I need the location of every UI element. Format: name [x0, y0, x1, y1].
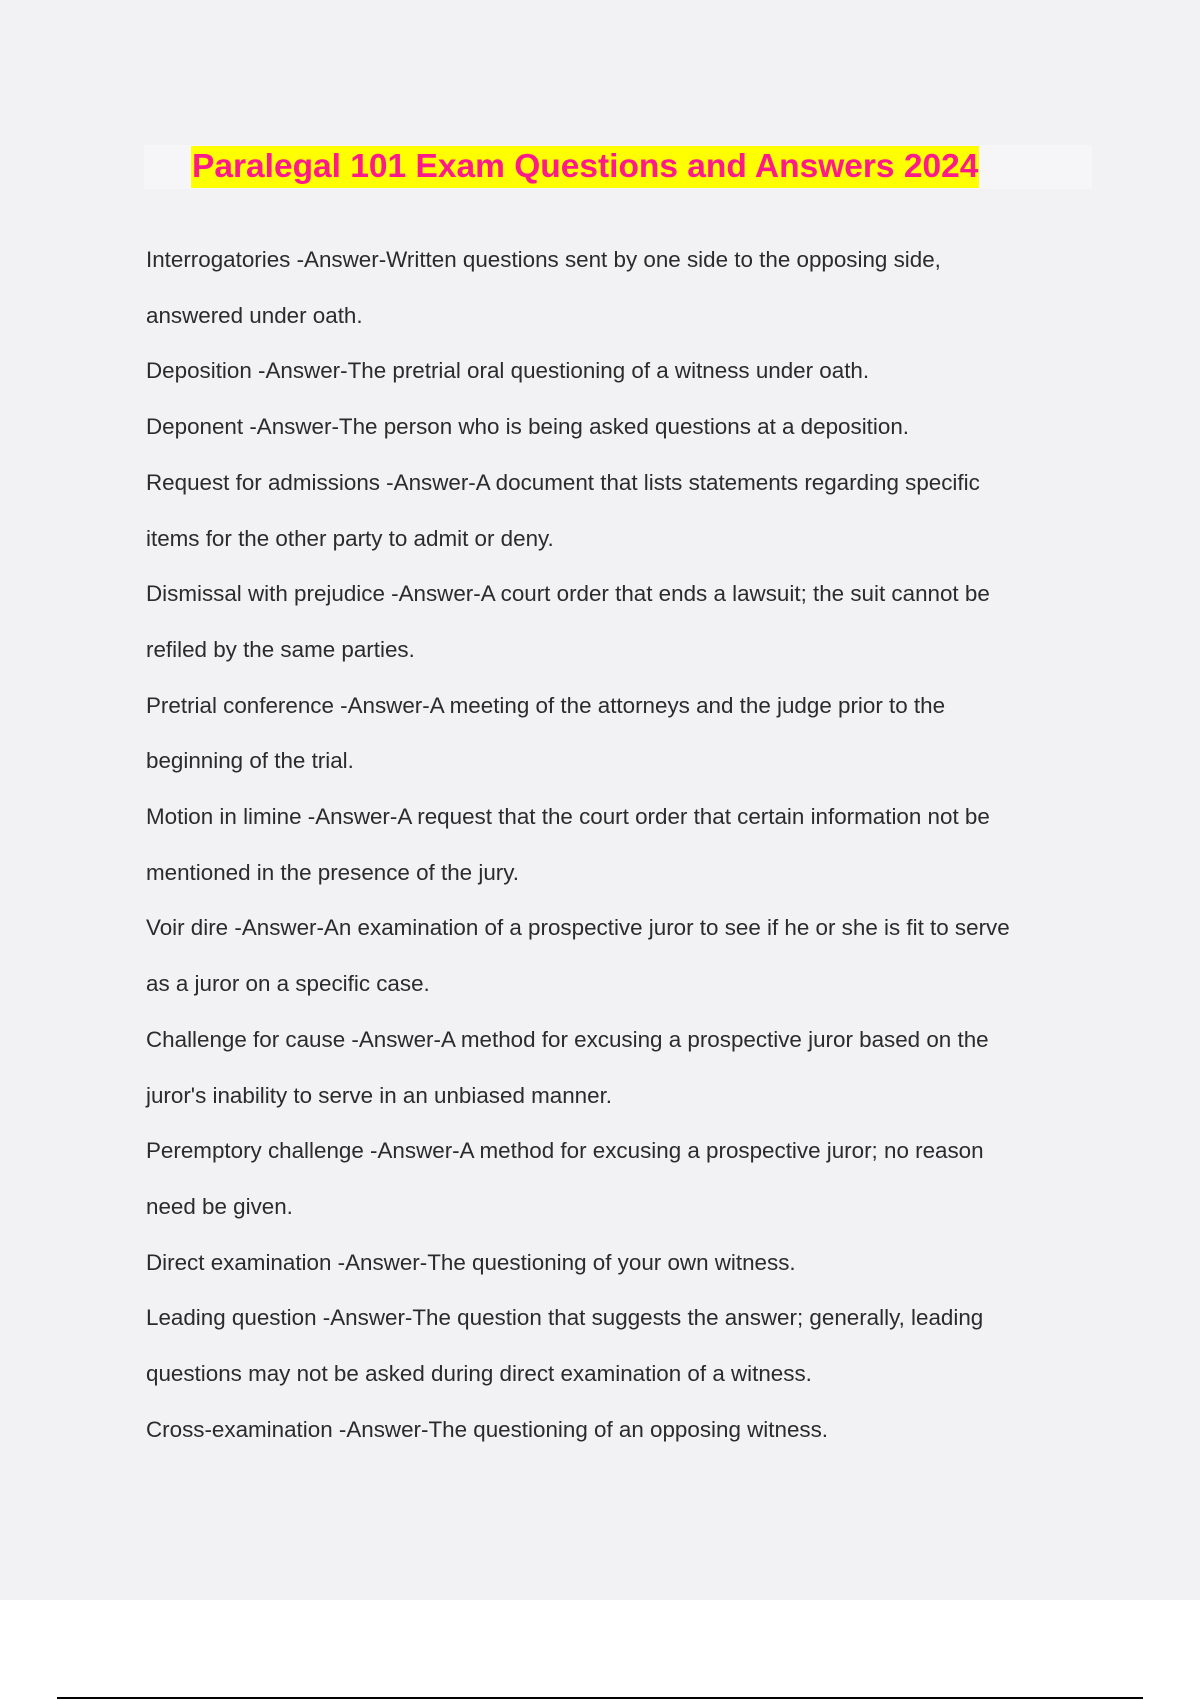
qa-entry-leading-question: Leading question -Answer-The question that suggests the answer; generally, leading questions may not be asked during direct examination of a witness. — [146, 1305, 984, 1387]
qa-entry-cross-examination: Cross-examination -Answer-The questioning of an opposing witness. — [146, 1416, 829, 1442]
qa-entry-peremptory-challenge: Peremptory challenge -Answer-A method for excusing a prospective juror; no reason need be given. — [146, 1138, 984, 1219]
qa-entry-deponent: Deponent -Answer-The person who is being asked questions at a deposition. — [146, 414, 909, 440]
qa-entry-motion-in-limine: Motion in limine -Answer-A request that the court order that certain information not be mentioned in the presence of the jury. — [146, 804, 990, 885]
qa-entry-direct-examination: Direct examination -Answer-The questioning of your own witness. — [146, 1249, 796, 1275]
page-divider — [57, 1697, 1143, 1699]
qa-entry-interrogatories: Interrogatories -Answer-Written questions sent by one side to the opposing side, answered under oath. — [146, 247, 941, 328]
qa-entry-request-for-admissions: Request for admissions -Answer-A document that lists statements regarding specific items for the other party to admit or deny. — [146, 469, 980, 551]
qa-entry-deposition: Deposition -Answer-The pretrial oral questioning of a witness under oath. — [146, 358, 870, 384]
qa-entry-voir-dire: Voir dire -Answer-An examination of a prospective juror to see if he or she is fit to serve as a juror on a specific case. — [146, 915, 1010, 997]
qa-entry-dismissal-with-prejudice: Dismissal with prejudice -Answer-A court order that ends a lawsuit; the suit cannot be refiled by the same parties. — [146, 581, 990, 662]
qa-list — [146, 232, 1106, 1457]
document-title: Paralegal 101 Exam Questions and Answers 2024 — [191, 146, 979, 188]
qa-entry-pretrial-conference: Pretrial conference -Answer-A meeting of the attorneys and the judge prior to the beginning of the trial. — [146, 692, 946, 774]
qa-entry-challenge-for-cause: Challenge for cause -Answer-A method for excusing a prospective juror based on the juror's inability to serve in an unbiased manner. — [146, 1026, 989, 1108]
